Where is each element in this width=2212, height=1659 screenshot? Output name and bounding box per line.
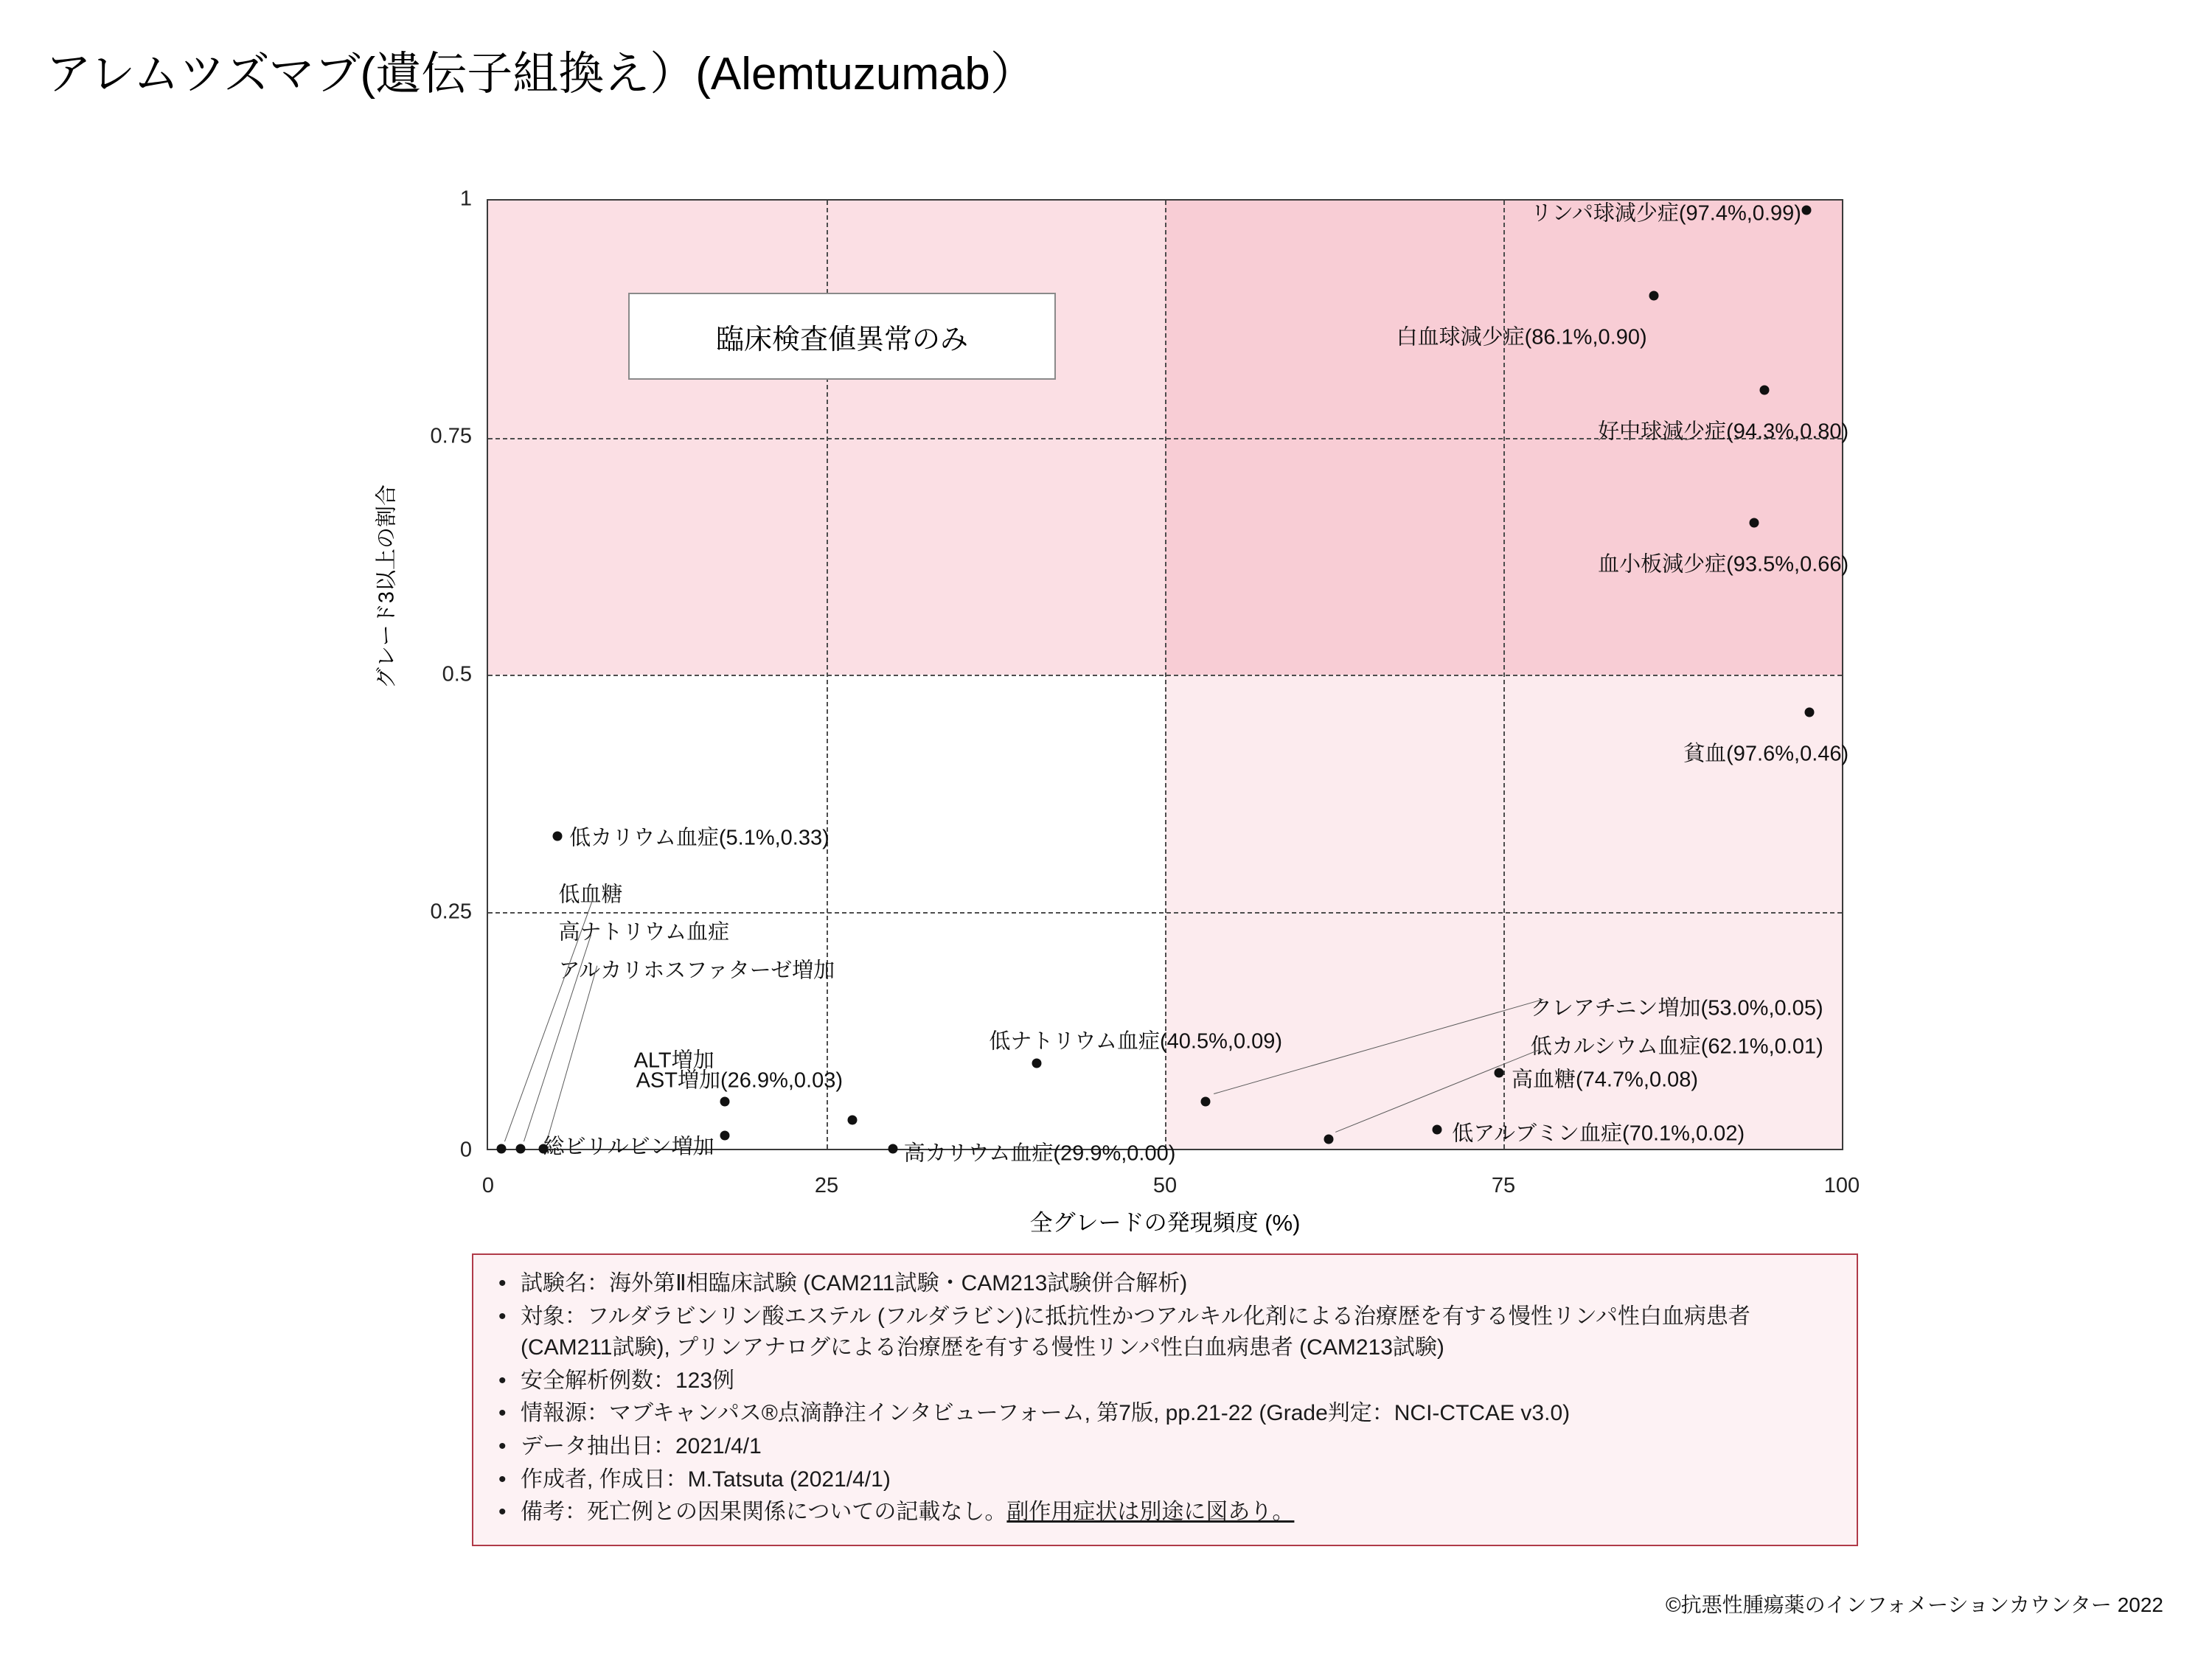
point-hyperglycemia xyxy=(1495,1068,1504,1078)
point-label-ast-increased: AST増加(26.9%,0.03) xyxy=(636,1068,844,1093)
x-tick-25: 25 xyxy=(814,1174,839,1197)
x-tick-100: 100 xyxy=(1823,1174,1860,1197)
point-label-alp-increased: アルカリホスファターゼ増加 xyxy=(558,959,835,983)
footnote-remark-text: 備考：死亡例との因果関係についての記載なし。 xyxy=(521,1500,1007,1525)
copyright-text: ©抗悪性腫瘍薬のインフォメーションカウンター 2022 xyxy=(1665,1593,2163,1616)
point-alt-increased xyxy=(720,1096,730,1106)
y-tick-075: 0.75 xyxy=(430,424,472,448)
point-hypocalcemia xyxy=(1324,1135,1334,1144)
point-ast-increased xyxy=(847,1116,857,1125)
point-hypoalbuminemia xyxy=(1433,1125,1442,1135)
y-tick-1: 1 xyxy=(459,187,472,211)
point-label-hyperglycemia: 高血糖(74.7%,0.08) xyxy=(1512,1068,1699,1092)
footnote-remark-link[interactable]: 副作用症状は別途に図あり。 xyxy=(1006,1500,1295,1525)
footnote-item: • 作成者, 作成日：M.Tatsuta (2021/4/1) xyxy=(521,1464,1837,1496)
point-label-hypoalbuminemia: 低アルブミン血症(70.1%,0.02) xyxy=(1452,1121,1745,1146)
plot-area xyxy=(481,199,1860,1197)
point-hypokalemia xyxy=(552,831,562,841)
point-hypernatremia xyxy=(516,1144,526,1154)
footnote-item: • 対象：フルダラビンリン酸エステル (フルダラビン)に抵抗性かつアルキル化剤による治療歴を有する慢性リンパ性白血病患者 (CAM211試験), プリンアナログによる治療歴を有する慢性リンパ性白血病患者 (CAM213試験) xyxy=(521,1301,1837,1364)
y-tick-0: 0 xyxy=(459,1138,472,1162)
footnote-box xyxy=(472,1253,1858,1546)
y-axis-title: グレード3以上の割合 xyxy=(375,484,399,689)
point-label-hyperkalemia: 高カリウム血症(29.9%,0.00) xyxy=(903,1141,1176,1166)
y-tick-025: 0.25 xyxy=(430,900,472,924)
gridline-y-05 xyxy=(488,675,1842,676)
footnote-item: • 試験名：海外第Ⅱ相臨床試験 (CAM211試験・CAM213試験併合解析) xyxy=(521,1268,1837,1300)
point-creatinine-increased xyxy=(1201,1096,1211,1106)
point-leukopenia xyxy=(1649,291,1658,300)
point-label-bilirubin-increased: 総ビリルビン増加 xyxy=(543,1135,714,1159)
point-label-neutropenia: 好中球減少症(94.3%,0.80) xyxy=(1598,420,1849,444)
footnote-item-remark xyxy=(521,1497,1837,1528)
point-hyperkalemia xyxy=(888,1144,897,1154)
gridline-y-025 xyxy=(488,912,1842,914)
footnote-item: • データ抽出日：2021/4/1 xyxy=(521,1431,1837,1463)
point-thrombocytopenia xyxy=(1749,518,1759,528)
leader-hypoglycemia xyxy=(504,899,594,1141)
point-label-hypokalemia: 低カリウム血症(5.1%,0.33) xyxy=(569,826,830,850)
footnote-item: • 安全解析例数：123例 xyxy=(521,1366,1837,1397)
point-label-lymphopenia: リンパ球減少症(97.4%,0.99) xyxy=(1530,201,1801,226)
point-hyponatremia xyxy=(1032,1059,1041,1068)
point-label-creatinine-increased: クレアチニン増加(53.0%,0.05) xyxy=(1530,996,1823,1020)
point-label-thrombocytopenia: 血小板減少症(93.5%,0.66) xyxy=(1598,552,1849,577)
y-tick-05: 0.5 xyxy=(442,662,472,686)
point-lymphopenia xyxy=(1802,205,1812,215)
plot-note-text: 臨床検査値異常のみ xyxy=(715,324,968,355)
x-axis-title: 全グレードの発現頻度 (%) xyxy=(1029,1210,1301,1236)
point-label-hypoglycemia: 低血糖 xyxy=(558,883,623,907)
x-tick-0: 0 xyxy=(481,1174,495,1197)
x-tick-75: 75 xyxy=(1491,1174,1516,1197)
x-tick-50: 50 xyxy=(1152,1174,1178,1197)
point-label-leukopenia: 白血球減少症(86.1%,0.90) xyxy=(1396,325,1647,349)
point-label-hypernatremia: 高ナトリウム血症 xyxy=(558,920,730,945)
leader-hypernatremia xyxy=(524,934,591,1141)
page-title: アレムツズマブ(遺伝子組換え）(Alemtuzumab） xyxy=(46,49,1036,100)
scatter-chart xyxy=(310,188,1932,1235)
point-label-alt-increased: ALT増加 xyxy=(633,1048,714,1073)
point-label-hypocalcemia: 低カルシウム血症(62.1%,0.01) xyxy=(1530,1034,1823,1059)
point-hypoglycemia xyxy=(497,1144,507,1154)
plot-note-box xyxy=(628,293,1056,380)
footnote-item: • 情報源：マブキャンパス®点滴静注インタビューフォーム, 第7版, pp.21-22 (Grade判定：NCI-CTCAE v3.0) xyxy=(521,1398,1837,1430)
point-anemia xyxy=(1804,708,1814,717)
point-label-hyponatremia: 低ナトリウム血症(40.5%,0.09) xyxy=(989,1029,1283,1054)
point-neutropenia xyxy=(1760,386,1770,395)
point-label-anemia: 貧血(97.6%,0.46) xyxy=(1683,742,1849,766)
point-bilirubin-increased xyxy=(720,1130,730,1140)
